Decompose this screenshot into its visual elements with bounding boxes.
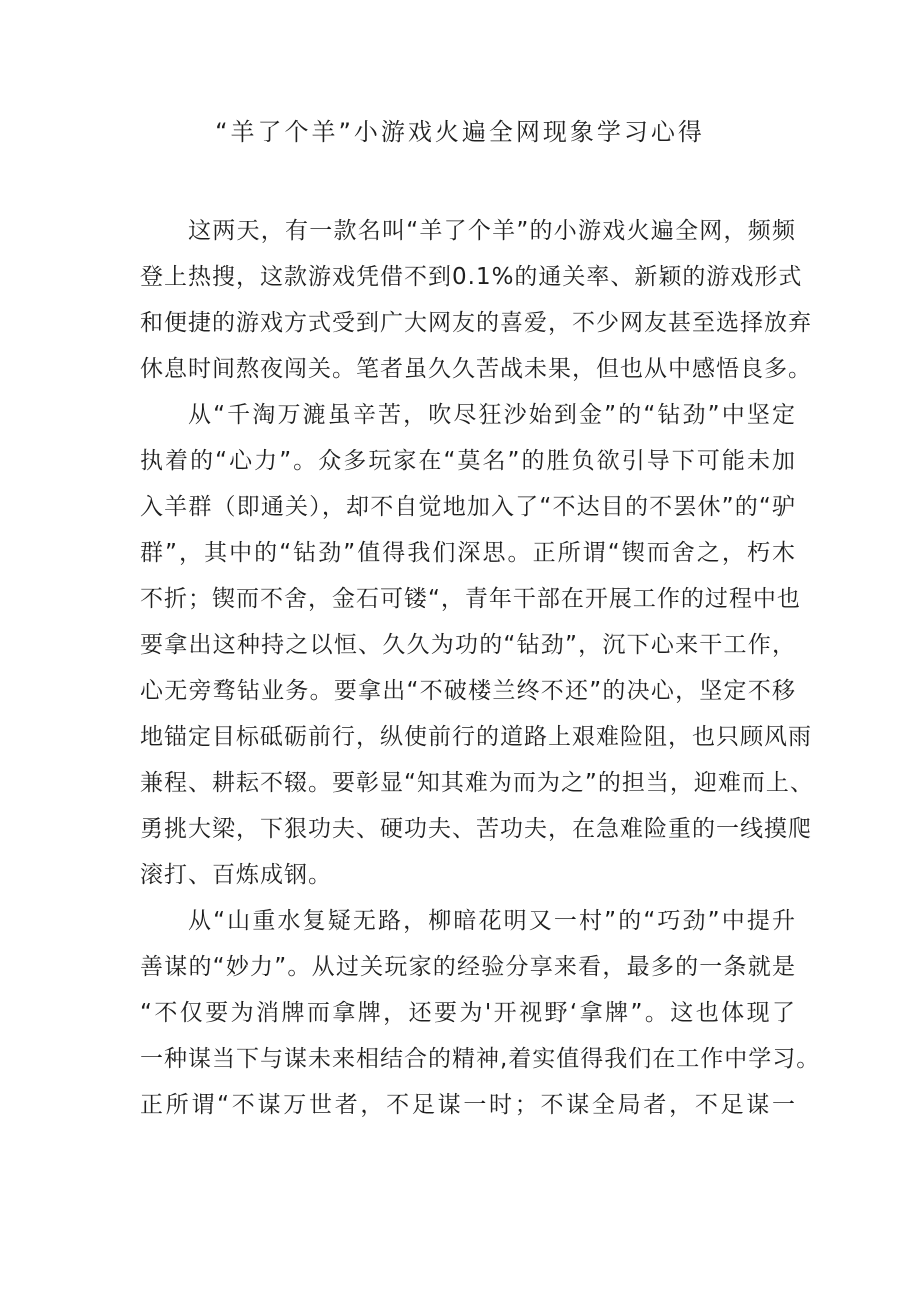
paragraph-3 — [140, 898, 821, 1128]
paragraph-2-line-2: 执着的“心力”。众多玩家在“莫名”的胜负欲引导下可能未加 — [140, 448, 796, 474]
paragraph-2-line-8: 地锚定目标砥砺前行，纵使前行的道路上艰难险阻，也只顾风雨 — [140, 724, 812, 750]
paragraph-3-line-2: 善谋的“妙力”。从过关玩家的经验分享来看，最多的一条就是 — [140, 954, 796, 980]
paragraph-2-line-9: 兼程、耕耘不辍。要彰显“知其难为而为之”的担当，迎难而上、 — [140, 770, 814, 796]
paragraph-2 — [140, 392, 814, 898]
paragraph-1 — [140, 208, 812, 392]
paragraph-2-line-6: 要拿出这种持之以恒、久久为功的“钻劲”，沉下心来干工作， — [140, 632, 796, 658]
paragraph-2-line-5: 不折；锲而不舍，金石可镂“，青年干部在开展工作的过程中也 — [140, 586, 801, 612]
paragraph-3-line-3: “不仅要为消牌而拿牌，还要为'开视野‘拿牌”。这也体现了 — [140, 1000, 796, 1026]
paragraph-1-line-1: 这两天，有一款名叫“羊了个羊”的小游戏火遍全网，频频 — [188, 218, 796, 244]
paragraph-3-line-1: 从“山重水复疑无路，柳暗花明又一村”的“巧劲”中提升 — [188, 908, 796, 934]
document-title: “羊了个羊”小游戏火遍全网现象学习心得 — [215, 118, 705, 146]
paragraph-2-line-10: 勇挑大梁，下狠功夫、硬功夫、苦功夫，在急难险重的一线摸爬 — [140, 816, 812, 842]
paragraph-2-line-4: 群”，其中的“钻劲”值得我们深思。正所谓“锲而舍之，朽木 — [140, 540, 796, 566]
paragraph-1-line-2: 登上热搜，这款游戏凭借不到0.1%的通关率、新颖的游戏形式 — [140, 264, 803, 290]
document-body — [140, 208, 821, 1128]
paragraph-2-line-1: 从“千淘万漉虽辛苦，吹尽狂沙始到金”的“钻劲”中坚定 — [188, 402, 796, 428]
paragraph-2-line-11: 滚打、百炼成钢。 — [140, 862, 332, 888]
paragraph-1-line-3: 和便捷的游戏方式受到广大网友的喜爱，不少网友甚至选择放弃 — [140, 310, 812, 336]
paragraph-3-line-5: 正所谓“不谋万世者，不足谋一时；不谋全局者，不足谋一 — [140, 1092, 796, 1118]
paragraph-2-line-3: 入羊群（即通关），却不自觉地加入了“不达目的不罢休”的“驴 — [140, 494, 796, 520]
paragraph-1-line-4: 休息时间熬夜闯关。笔者虽久久苦战未果，但也从中感悟良多。 — [140, 356, 812, 382]
paragraph-2-line-7: 心无旁骛钻业务。要拿出“不破楼兰终不还”的决心，坚定不移 — [140, 678, 796, 704]
paragraph-3-line-4: 一种谋当下与谋未来相结合的精神,着实值得我们在工作中学习。 — [140, 1046, 821, 1072]
